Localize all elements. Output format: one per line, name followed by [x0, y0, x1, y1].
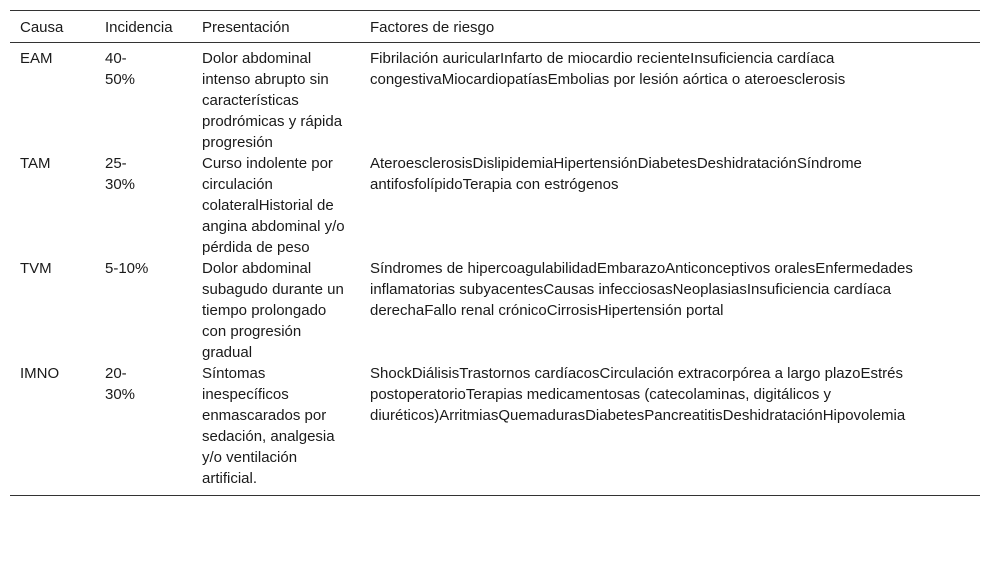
cell-incidencia: 25- 30% — [105, 155, 136, 193]
cell-factores: Síndromes de hipercoagulabilidadEmbarazoAnticonceptivos oralesEnfermedades inflamatorias subyacentesCausas infecciosasNeoplasiasInsuficiencia cardíaca derechaFallo renal crónicoCirrosisHipertensión portal — [370, 260, 913, 319]
table-row — [10, 153, 980, 258]
cell-presentacion: Dolor abdominal subagudo durante un tiempo prolongado con progresión gradual — [202, 260, 344, 361]
table-body — [10, 43, 980, 496]
cell-causa: TAM — [20, 155, 51, 172]
cell-presentacion: Síntomas inespecíficos enmascarados por sedación, analgesia y/o ventilación artificial. — [192, 363, 360, 496]
header-row — [10, 11, 980, 43]
header-causa: Causa — [10, 11, 95, 43]
cell-presentacion: Curso indolente por circulación colateralHistorial de angina abdominal y/o pérdida de peso — [202, 155, 345, 256]
header-factores: Factores de riesgo — [360, 11, 980, 43]
table-row — [10, 258, 980, 363]
table-row — [10, 363, 980, 496]
cell-factores: ShockDiálisisTrastornos cardíacosCirculación extracorpórea a largo plazoEstrés postoperatorioTerapias medicamentosas (catecolaminas, digitálicos y diuréticos)ArritmiasQuemadurasDiabetesPancreatitisDeshidrataciónHipovolemia — [360, 363, 980, 496]
cell-incidencia: 20- 30% — [95, 363, 192, 496]
cell-factores: AteroesclerosisDislipidemiaHipertensiónDiabetesDeshidrataciónSíndrome antifosfolípidoTerapia con estrógenos — [370, 155, 862, 193]
cell-causa: EAM — [20, 50, 53, 67]
table-row — [10, 43, 980, 154]
cell-causa: IMNO — [10, 363, 95, 496]
risk-table-container — [10, 10, 980, 496]
cell-factores: Fibrilación auricularInfarto de miocardio recienteInsuficiencia cardíaca congestivaMiocardiopatíasEmbolias por lesión aórtica o ateroesclerosis — [370, 50, 846, 88]
cell-incidencia: 40- 50% — [105, 50, 136, 88]
cell-presentacion: Dolor abdominal intenso abrupto sin características prodrómicas y rápida progresión — [202, 50, 343, 151]
risk-table — [10, 10, 980, 496]
header-incidencia: Incidencia — [95, 11, 192, 43]
header-presentacion: Presentación — [192, 11, 360, 43]
cell-incidencia: 5-10% — [105, 260, 149, 277]
table-header — [10, 11, 980, 43]
cell-causa: TVM — [20, 260, 52, 277]
